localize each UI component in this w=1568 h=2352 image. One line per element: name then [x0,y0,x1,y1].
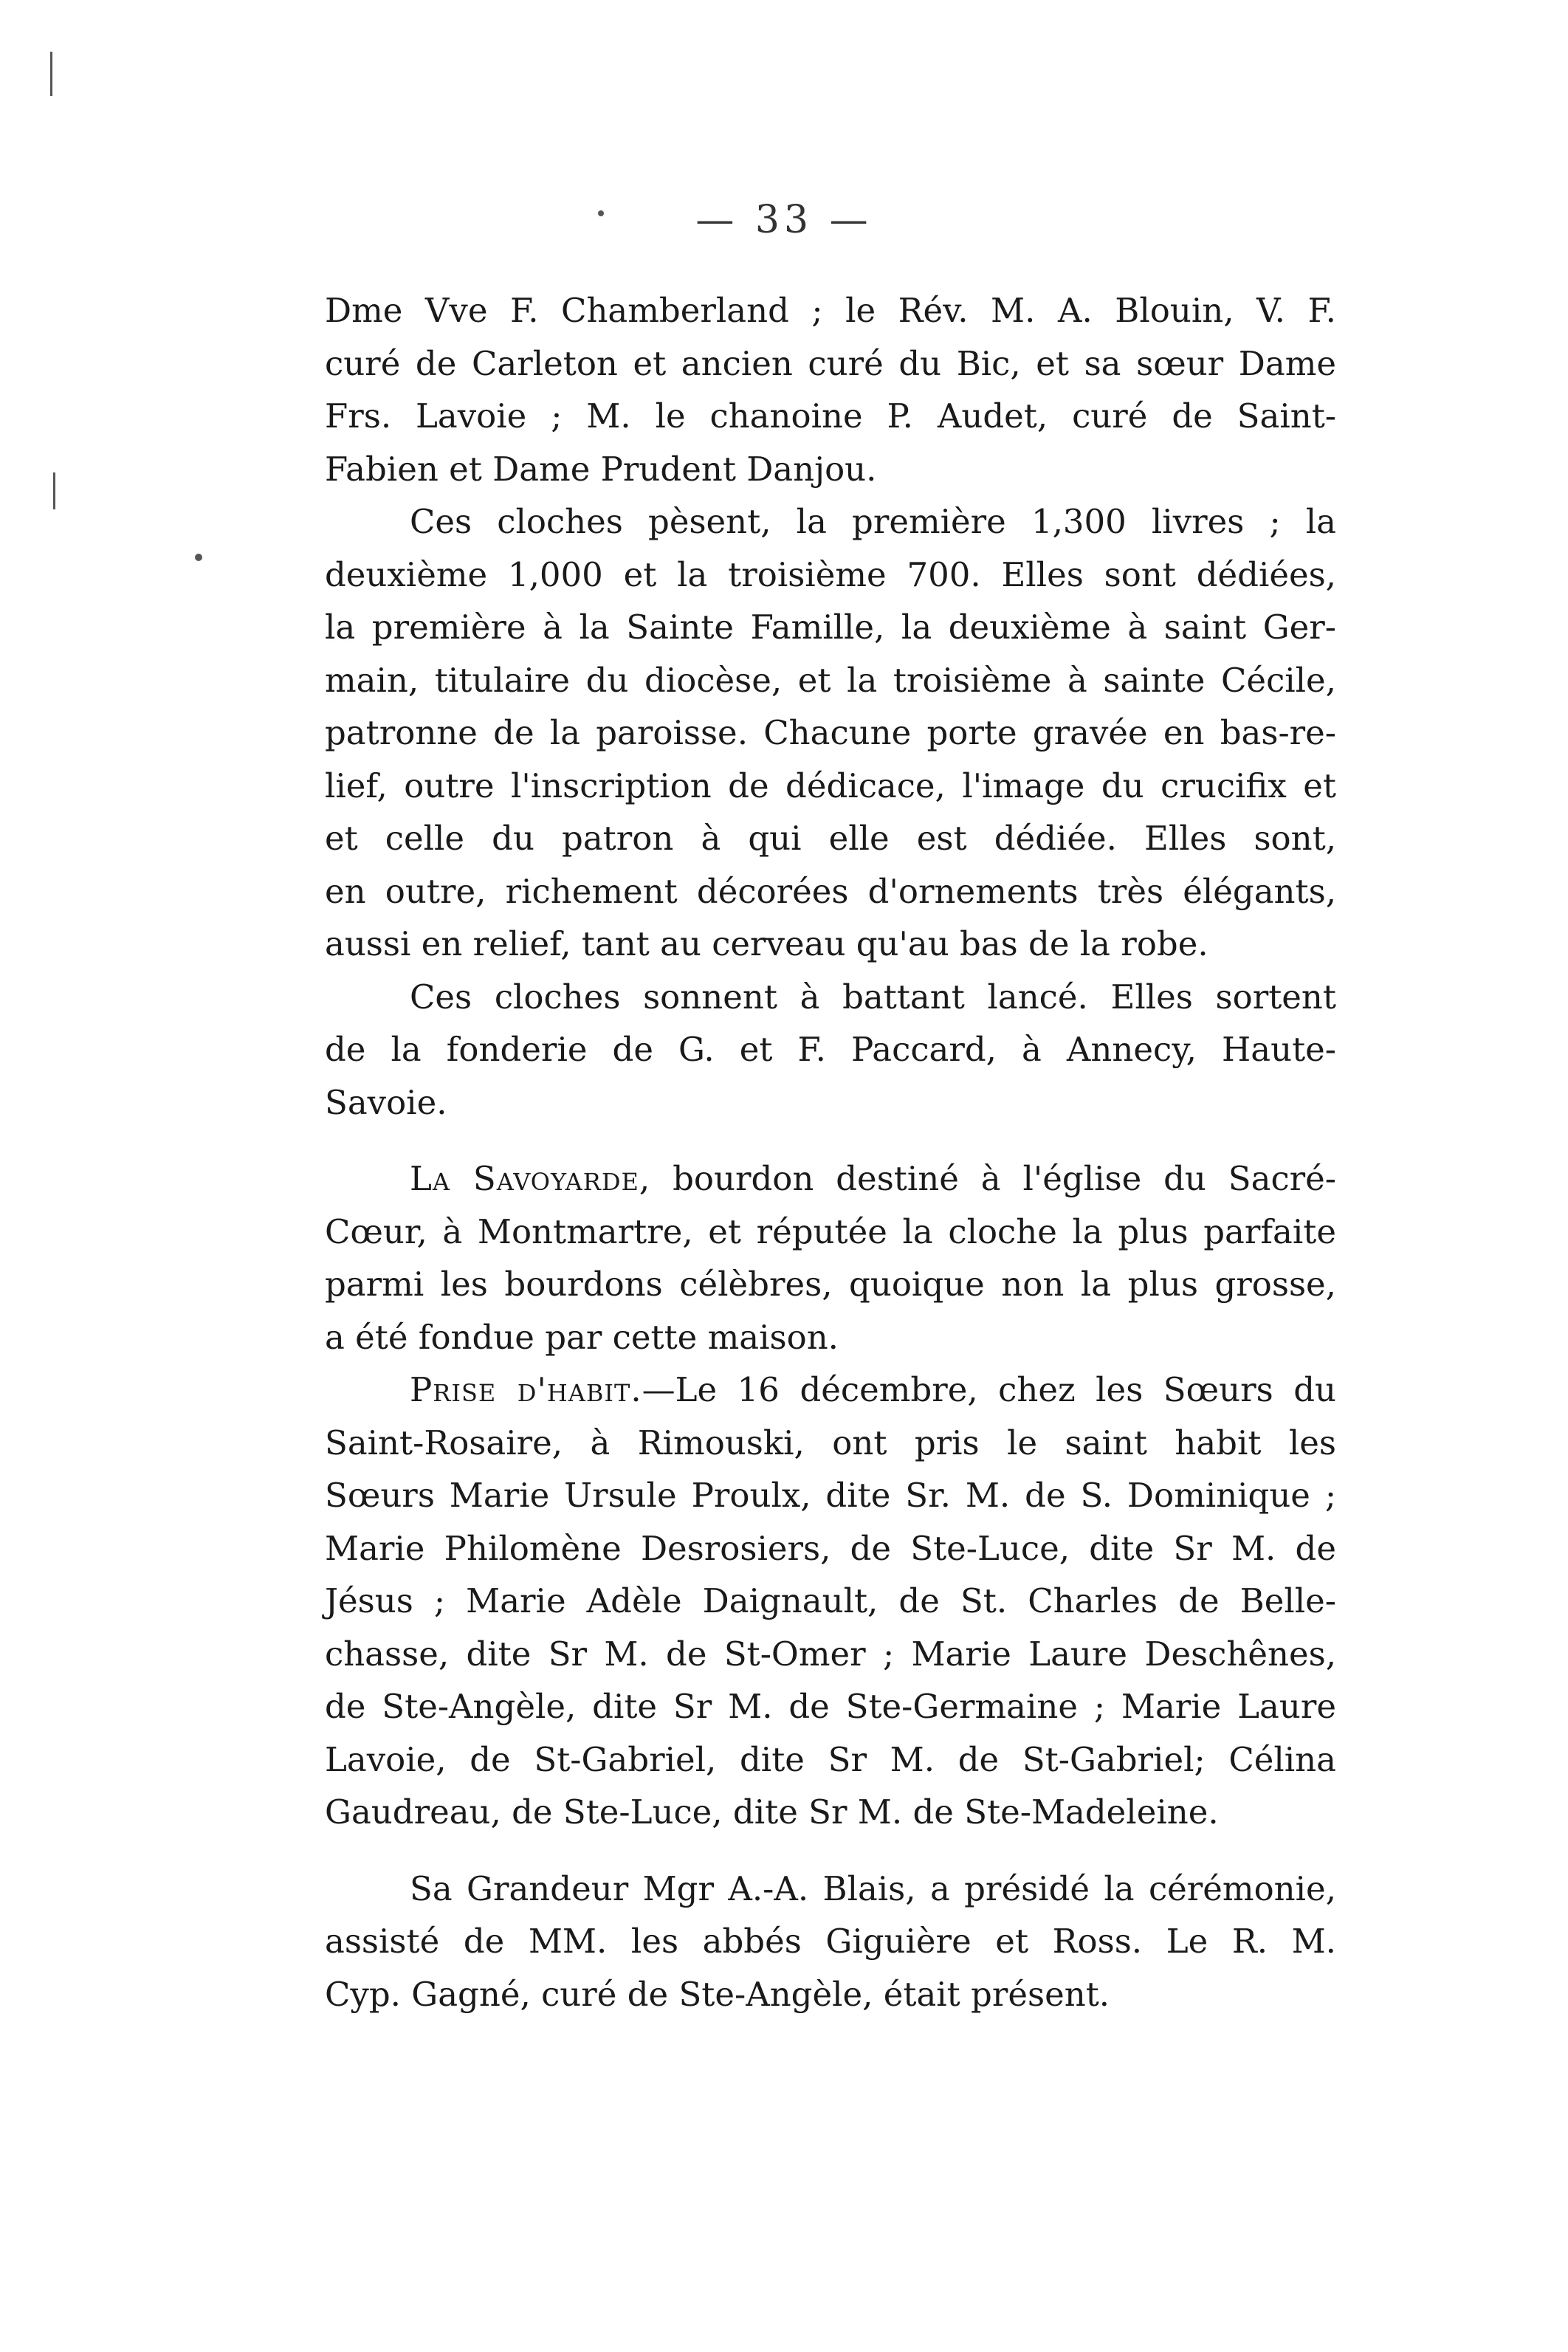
text-line: chasse, dite Sr M. de St-Omer ; Marie Laure Deschênes, [325,1634,1336,1674]
text-line: de la fonderie de G. et F. Paccard, à Annecy, Haute- [325,1030,1336,1069]
text-line: deuxième 1,000 et la troisième 700. Elles sont dédiées, [325,554,1336,594]
text-line: de Ste-Angèle, dite Sr M. de Ste-Germaine ; Marie Laure [325,1687,1336,1726]
paragraph-2 [325,495,1336,971]
text-line: Gaudreau, de Ste-Luce, dite Sr M. de Ste-Madeleine. [325,1792,1219,1832]
text-line: lief, outre l'inscription de dédicace, l'image du crucifix et [325,766,1336,805]
text-line: et celle du patron à qui elle est dédiée. Elles sont, [325,819,1336,858]
text-line-rest: bourdon destiné à l'église du Sacré- [650,1159,1336,1198]
paragraph-3 [325,971,1336,1129]
text-line: Saint-Rosaire, à Rimouski, ont pris le saint habit les [325,1423,1336,1462]
paragraph-4 [325,1152,1336,1364]
text-line: Frs. Lavoie ; M. le chanoine P. Audet, curé de Saint- [325,396,1336,436]
text-line: Ces cloches sonnent à battant lancé. Elles sortent [410,977,1336,1017]
text-line: Marie Philomène Desrosiers, de Ste-Luce, dite Sr M. de [325,1528,1336,1568]
text-line: aussi en relief, tant au cerveau qu'au bas de la robe. [325,924,1208,963]
text-line-rest: —Le 16 décembre, chez les Sœurs du [642,1370,1336,1409]
scan-mark [195,554,202,561]
text-line: assisté de MM. les abbés Giguière et Ross. Le R. M. [325,1922,1336,1961]
text-line: curé de Carleton et ancien curé du Bic, et sa sœur Dame [325,343,1336,383]
paragraph-5 [325,1364,1336,1839]
text-line: Sœurs Marie Ursule Proulx, dite Sr. M. de S. Dominique ; [325,1476,1336,1515]
text-line [325,1364,1336,1417]
section-lead: La Savoyarde, [410,1159,651,1198]
text-line: Cœur, à Montmartre, et réputée la cloche la plus parfaite [325,1211,1336,1251]
text-line [325,1152,1336,1206]
text-line: Ces cloches pèsent, la première 1,300 livres ; la [410,502,1336,541]
scan-mark [598,210,604,216]
text-line: patronne de la paroisse. Chacune porte gravée en bas-re- [325,713,1336,752]
text-line: Jésus ; Marie Adèle Daignault, de St. Charles de Belle- [325,1581,1336,1620]
page-number: — 33 — [695,198,873,242]
paragraph-6 [325,1863,1336,2021]
body-text [325,284,1336,2021]
text-line: Sa Grandeur Mgr A.-A. Blais, a présidé la cérémonie, [410,1868,1336,1908]
text-line: Dme Vve F. Chamberland ; le Rév. M. A. Blouin, V. F. [325,291,1336,330]
text-line: Savoie. [325,1082,447,1122]
scan-mark [53,472,55,509]
text-line: Fabien et Dame Prudent Danjou. [325,449,877,489]
text-line: a été fondue par cette maison. [325,1317,839,1357]
text-line: en outre, richement décorées d'ornements très élégants, [325,871,1336,911]
text-line: parmi les bourdons célèbres, quoique non la plus grosse, [325,1265,1336,1304]
text-line: main, titulaire du diocèse, et la troisième à sainte Cécile, [325,660,1336,700]
section-lead: Prise d'habit. [410,1370,642,1409]
text-line: Cyp. Gagné, curé de Ste-Angèle, était présent. [325,1974,1110,2014]
paragraph-1 [325,284,1336,495]
scan-mark [50,52,52,96]
text-line: Lavoie, de St-Gabriel, dite Sr M. de St-Gabriel; Célina [325,1739,1336,1779]
text-line: la première à la Sainte Famille, la deuxième à saint Ger- [325,608,1336,647]
